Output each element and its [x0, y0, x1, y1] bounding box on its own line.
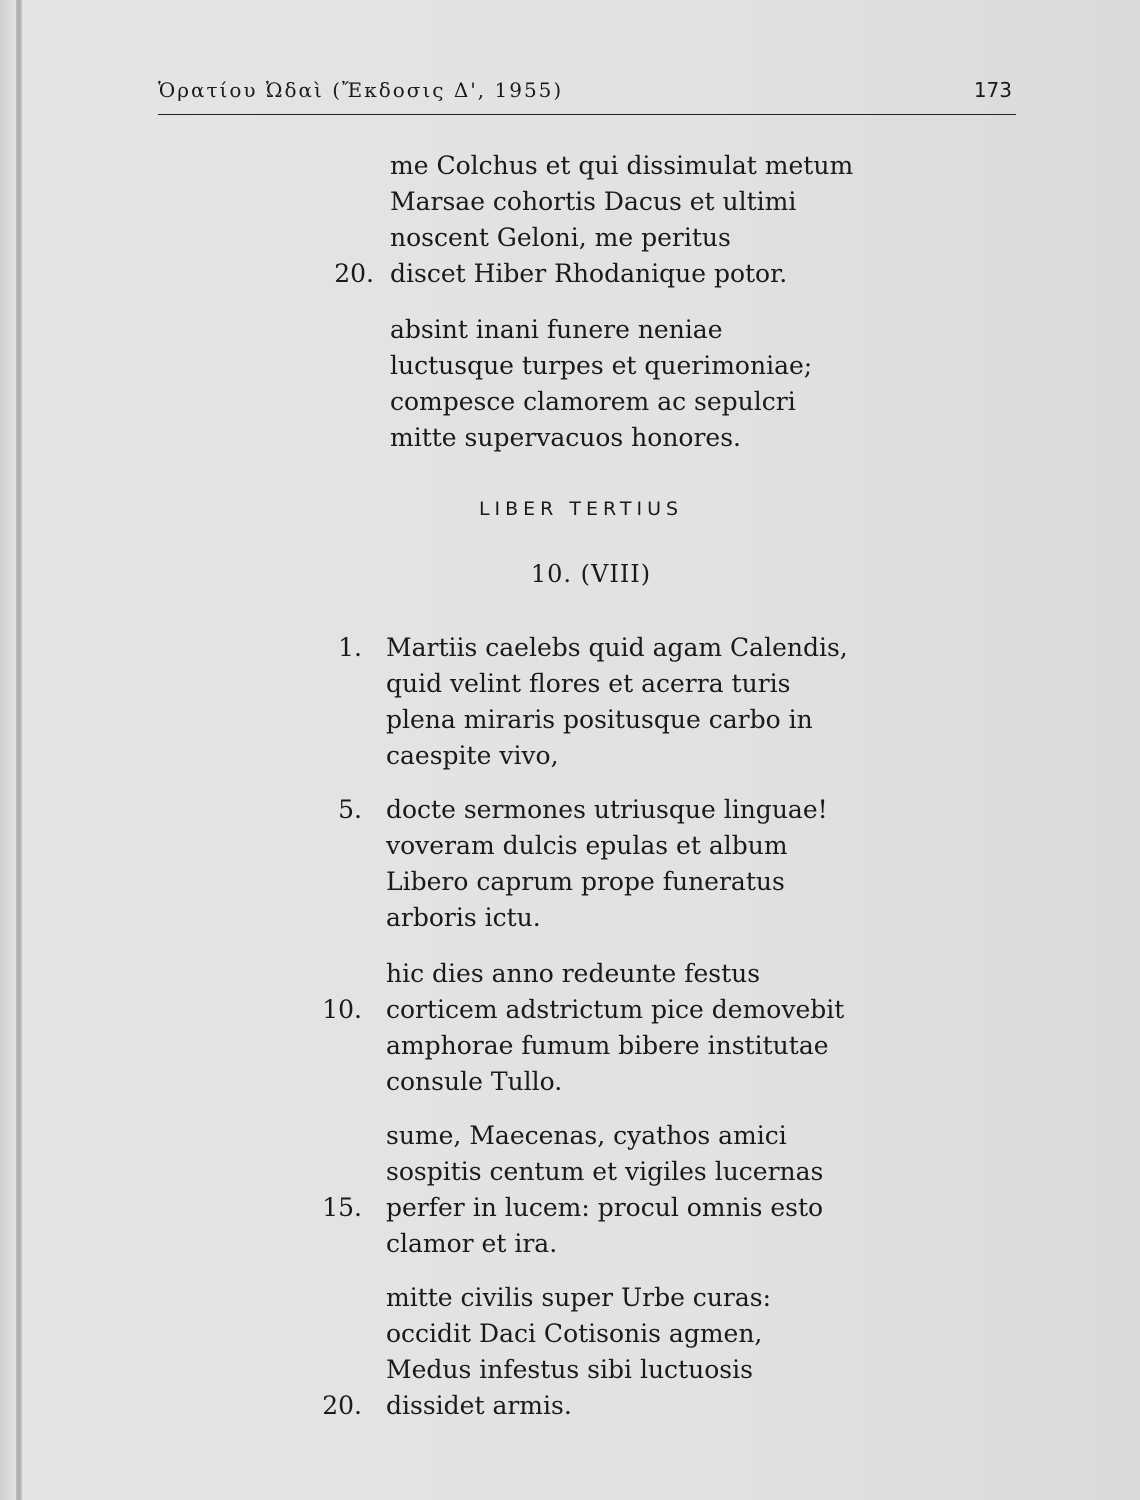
- verse-line: [0, 630, 1140, 666]
- verse-text: Martiis caelebs quid agam Calendis,: [386, 633, 848, 662]
- running-title: Ὁρατίου Ὠδαὶ (Ἔκδοσις Δ', 1955): [158, 78, 564, 102]
- verse-line: [0, 1388, 1140, 1424]
- verse-text: compesce clamorem ac sepulcri: [390, 387, 796, 416]
- verse-line: [0, 256, 1140, 292]
- verse-line: [0, 312, 1140, 348]
- verse-text: discet Hiber Rhodanique potor.: [390, 259, 788, 288]
- verse-line: [0, 956, 1140, 992]
- stanza: [0, 630, 1140, 774]
- verse-text: absint inani funere neniae: [390, 315, 723, 344]
- verse-line: [0, 1064, 1140, 1100]
- verse-line: [0, 148, 1140, 184]
- running-header: [158, 74, 1016, 115]
- line-number: 5.: [338, 795, 362, 824]
- verse-line: [0, 864, 1140, 900]
- verse-text: Medus infestus sibi luctuosis: [386, 1355, 753, 1384]
- verse-text: noscent Geloni, me peritus: [390, 223, 731, 252]
- verse-text: plena miraris positusque carbo in: [386, 705, 813, 734]
- verse-line: [0, 420, 1140, 456]
- stanza: [0, 1280, 1140, 1424]
- stanza: [0, 956, 1140, 1100]
- verse-line: [0, 220, 1140, 256]
- line-number: 15.: [322, 1193, 362, 1222]
- verse-line: [0, 1190, 1140, 1226]
- verse-text: mitte civilis super Urbe curas:: [386, 1283, 772, 1312]
- verse-text: sume, Maecenas, cyathos amici: [386, 1121, 787, 1150]
- verse-line: [0, 702, 1140, 738]
- verse-line: [0, 900, 1140, 936]
- verse-text: arboris ictu.: [386, 903, 541, 932]
- verse-line: [0, 1316, 1140, 1352]
- stanza: [0, 312, 1140, 456]
- poem-heading: 10. (VIII): [530, 560, 652, 588]
- verse-text: sospitis centum et vigiles lucernas: [386, 1157, 824, 1186]
- verse-line: [0, 828, 1140, 864]
- verse-text: hic dies anno redeunte festus: [386, 959, 761, 988]
- verse-text: occidit Daci Cotisonis agmen,: [386, 1319, 763, 1348]
- stanza: [0, 148, 1140, 292]
- stanza: [0, 1118, 1140, 1262]
- verse-line: [0, 666, 1140, 702]
- verse-text: mitte supervacuos honores.: [390, 423, 742, 452]
- line-number: 20.: [322, 1391, 362, 1420]
- stanza: [0, 792, 1140, 936]
- verse-text: quid velint flores et acerra turis: [386, 669, 791, 698]
- verse-text: me Colchus et qui dissimulat metum: [390, 151, 854, 180]
- verse-text: amphorae fumum bibere institutae: [386, 1031, 829, 1060]
- verse-line: [0, 348, 1140, 384]
- verse-text: dissidet armis.: [386, 1391, 572, 1420]
- verse-text: consule Tullo.: [386, 1067, 563, 1096]
- verse-line: [0, 1352, 1140, 1388]
- verse-text: perfer in lucem: procul omnis esto: [386, 1193, 824, 1222]
- line-number: 20.: [334, 259, 374, 288]
- verse-line: [0, 792, 1140, 828]
- book-section-title: LIBER TERTIUS: [478, 498, 684, 520]
- verse-line: [0, 1154, 1140, 1190]
- verse-text: Libero caprum prope funeratus: [386, 867, 785, 896]
- verse-text: clamor et ira.: [386, 1229, 558, 1258]
- page-number: 173: [973, 78, 1012, 102]
- verse-text: corticem adstrictum pice demovebit: [386, 995, 845, 1024]
- verse-text: caespite vivo,: [386, 741, 559, 770]
- verse-line: [0, 384, 1140, 420]
- verse-line: [0, 1280, 1140, 1316]
- verse-text: voveram dulcis epulas et album: [386, 831, 788, 860]
- verse-line: [0, 184, 1140, 220]
- verse-line: [0, 1226, 1140, 1262]
- verse-text: luctusque turpes et querimoniae;: [390, 351, 813, 380]
- line-number: 10.: [322, 995, 362, 1024]
- verse-text: Marsae cohortis Dacus et ultimi: [390, 187, 797, 216]
- verse-line: [0, 992, 1140, 1028]
- verse-line: [0, 1118, 1140, 1154]
- verse-line: [0, 738, 1140, 774]
- verse-text: docte sermones utriusque linguae!: [386, 795, 828, 824]
- verse-line: [0, 1028, 1140, 1064]
- line-number: 1.: [338, 633, 362, 662]
